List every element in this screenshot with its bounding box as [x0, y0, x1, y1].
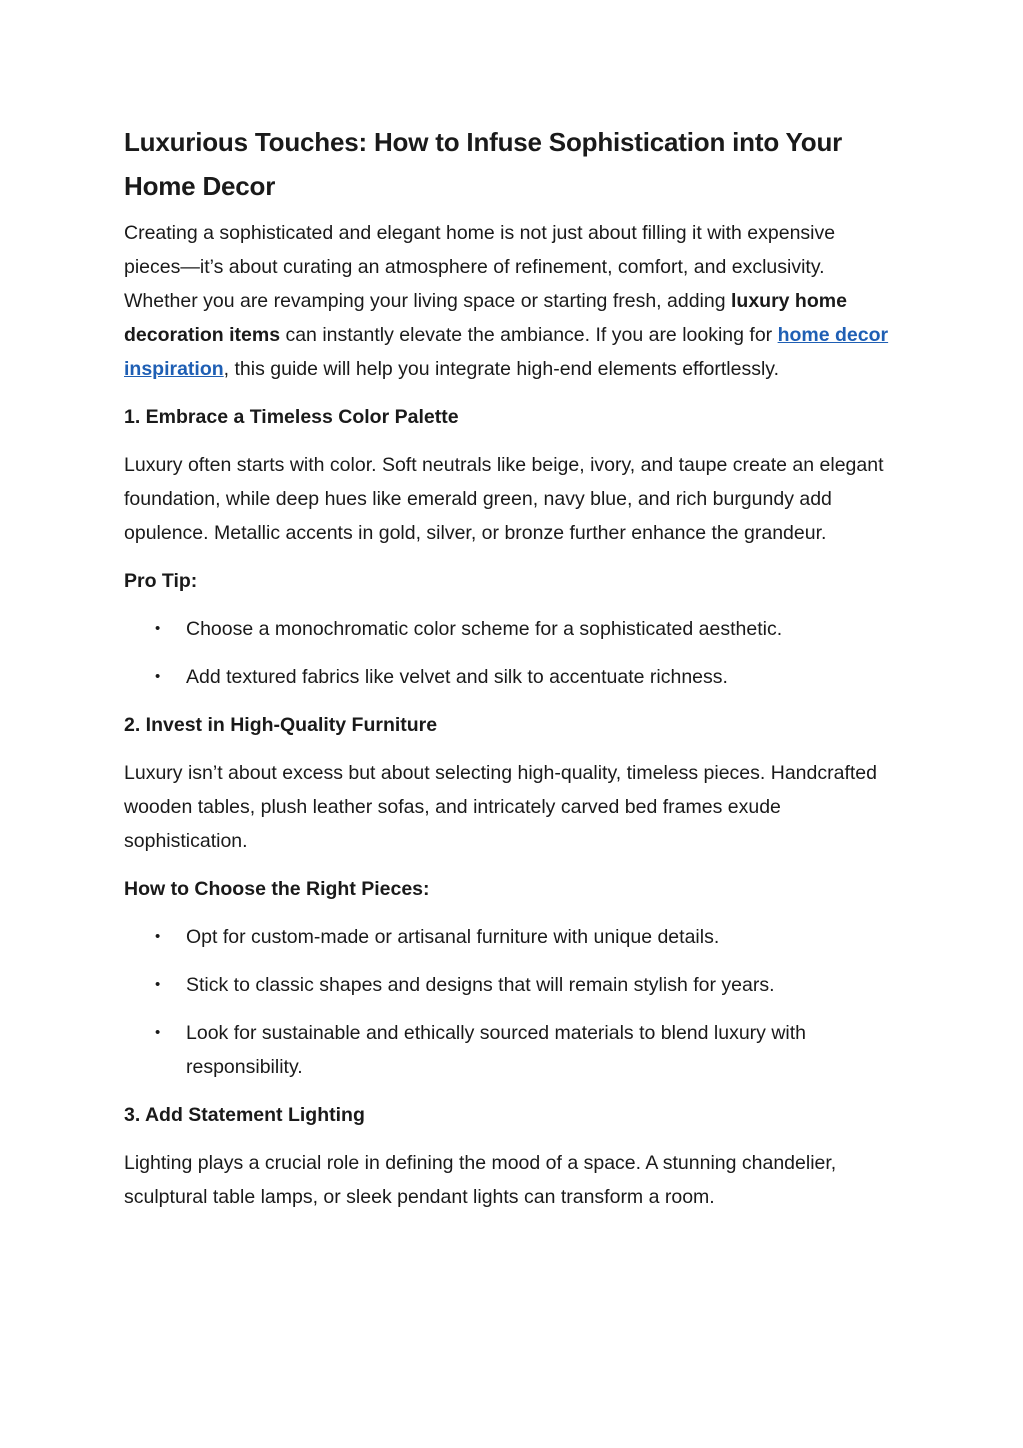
list-item [124, 920, 896, 954]
page-title: Luxurious Touches: How to Infuse Sophistication into Your Home Decor [124, 127, 843, 201]
bullet-icon: • [155, 976, 161, 993]
document-page [124, 120, 896, 1228]
section3-heading: 3. Add Statement Lighting [124, 1104, 365, 1126]
intro-text-3: , this guide will help you integrate high-end elements effortlessly. [223, 358, 780, 380]
section2-body: Luxury isn’t about excess but about selecting high-quality, timeless pieces. Handcrafted wooden tables, plush leather sofas, and intricately carved bed frames exude sophistication. [124, 762, 877, 852]
list-item [124, 1016, 896, 1084]
list-item-text: Look for sustainable and ethically sourced materials to blend luxury with responsibility. [186, 1022, 807, 1078]
bullet-icon: • [155, 1024, 161, 1041]
intro-text-2: can instantly elevate the ambiance. If you are looking for [280, 324, 778, 346]
intro-text-1: Creating a sophisticated and elegant home is not just about filling it with expensive pieces—it’s about curating an atmosphere of refinement, comfort, and exclusivity. Whether you are revamping your living space or starting fresh, adding [124, 222, 836, 312]
section1-body: Luxury often starts with color. Soft neutrals like beige, ivory, and taupe create an elegant foundation, while deep hues like emerald green, navy blue, and rich burgundy add opulence. Metallic accents in gold, silver, or bronze further enhance the grandeur. [124, 454, 884, 544]
section1-heading: 1. Embrace a Timeless Color Palette [124, 406, 459, 428]
list-item [124, 968, 896, 1002]
section2-heading: 2. Invest in High-Quality Furniture [124, 714, 438, 736]
list-item-text: Opt for custom-made or artisanal furniture with unique details. [186, 926, 720, 948]
home-decor-inspiration-link[interactable]: home decor inspiration [124, 324, 889, 380]
bullet-icon: • [155, 620, 161, 637]
intro-bold-text: luxury home decoration items [124, 290, 847, 346]
bullet-icon: • [155, 668, 161, 685]
section3-body: Lighting plays a crucial role in defining the mood of a space. A stunning chandelier, sculptural table lamps, or sleek pendant lights can transform a room. [124, 1152, 837, 1208]
list-item [124, 660, 896, 694]
list-item-text: Choose a monochromatic color scheme for a sophisticated aesthetic. [186, 618, 783, 640]
section1-tip-list [124, 612, 896, 694]
list-item-text: Stick to classic shapes and designs that will remain stylish for years. [186, 974, 775, 996]
intro-paragraph [124, 216, 896, 386]
bullet-icon: • [155, 928, 161, 945]
list-item-text: Add textured fabrics like velvet and silk to accentuate richness. [186, 666, 728, 688]
section2-tip-label: How to Choose the Right Pieces: [124, 878, 430, 900]
section2-tip-list [124, 920, 896, 1084]
section1-tip-label: Pro Tip: [124, 570, 198, 592]
list-item [124, 612, 896, 646]
